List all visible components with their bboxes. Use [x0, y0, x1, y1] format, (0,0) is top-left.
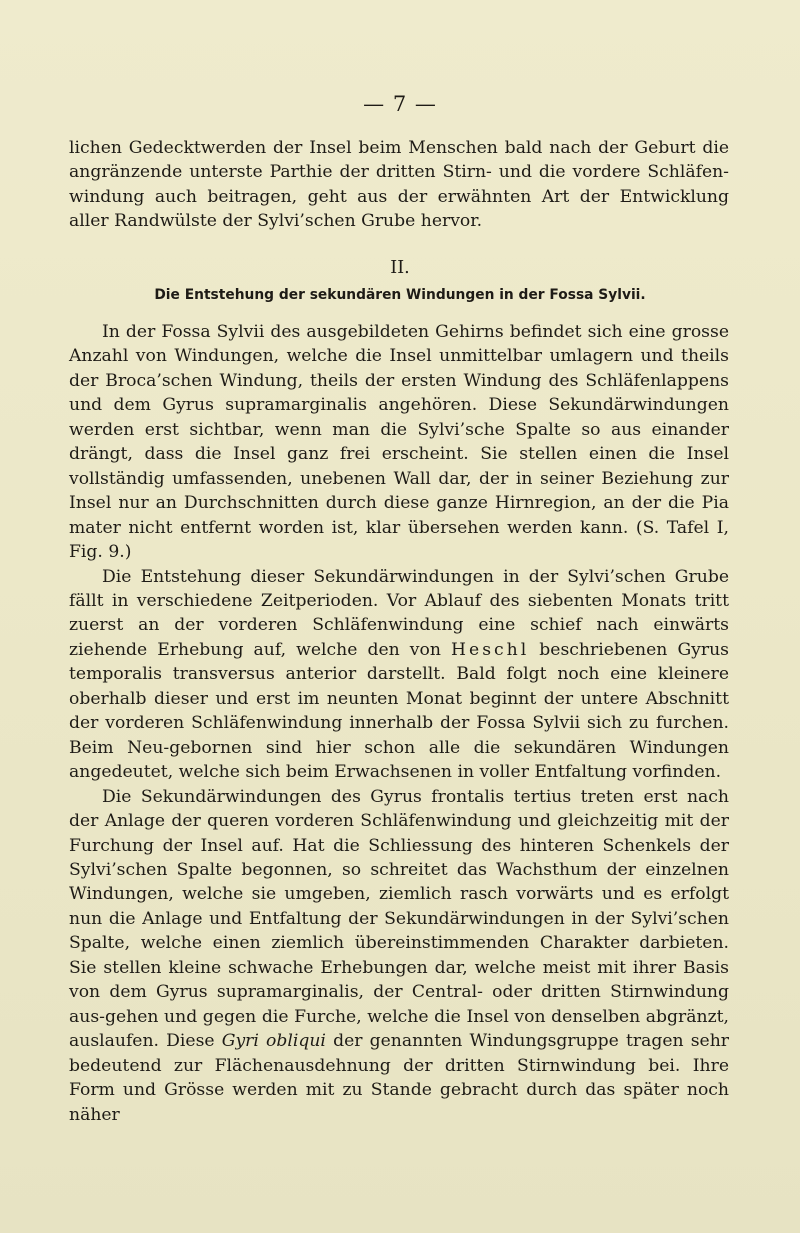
paragraph-3 [69, 785, 729, 1127]
paragraph-2 [69, 565, 729, 785]
intro-text-block [69, 136, 729, 234]
paragraph-3-text-end: der genannten Windungsgruppe tragen sehr bedeutend zur Flächenausdehnung der dritten Stirnwindung bei. Ihre Form und Grösse werden mit zu Stande gebracht durch das später noch näher [69, 1031, 730, 1125]
paragraph-2-text-end: beschriebenen Gyrus temporalis transversus anterior darstellt. Bald folgt noch eine kleinere oberhalb dieser und erst im neunten Monat beginnt der untere Abschnitt der vorderen Schläfenwindung innerhalb der Fossa Sylvii sich zu furchen. Beim Neu-gebornen sind hier schon alle die sekundären Windungen angedeutet, welche sich beim Erwachsenen in voller Entfaltung vorfinden. [69, 639, 729, 783]
paragraph-1: In der Fossa Sylvii des ausgebildeten Gehirns befindet sich eine grosse Anzahl von Windungen, welche die Insel unmittelbar umlagern und theils der Broca’schen Windung, theils der ersten Windung des Schläfenlappens und dem Gyrus supramarginalis angehören. Diese Sekundärwindungen werden erst sichtbar, wenn man die Sylvi’sche Spalte so aus einander drängt, dass die Insel ganz frei erscheint. Sie stellen einen die Insel vollständig umfassenden, unebenen Wall dar, der in seiner Beziehung zur Insel nur an Durchschnitten durch diese ganze Hirnregion, an der die Pia mater nicht entfernt worden ist, klar übersehen werden kann. (S. Tafel I, Fig. 9.) [69, 322, 729, 563]
author-name-heschl: Heschl [451, 639, 530, 660]
term-gyri-obliqui: Gyri obliqui [221, 1031, 326, 1052]
page-number: — 7 — [363, 92, 437, 116]
intro-paragraph: lichen Gedecktwerden der Insel beim Menschen bald nach der Geburt die angränzende unterste Parthie der dritten Stirn- und die vordere Schläfen-windung auch beitragen, geht aus der erwähnten Art der Entwicklung aller Randwülste der Sylvi’schen Grube hervor. [69, 138, 729, 232]
section-title: Die Entstehung der sekundären Windungen in der Fossa Sylvii. [154, 287, 646, 303]
section-body [69, 320, 729, 1127]
paragraph-3-text-start: Die Sekundärwindungen des Gyrus frontalis tertius treten erst nach der Anlage der queren vorderen Schläfenwindung und gleichzeitig mit der Furchung der Insel auf. Hat die Schliessung des hinteren Schenkels der Sylvi’schen Spalte begonnen, so schreitet das Wachsthum der einzelnen Windungen, welche sie umgeben, ziemlich rasch vorwärts und es erfolgt nun die Anlage und Entfaltung der Sekundärwindungen in der Sylvi’schen Spalte, welche einen ziemlich übereinstimmenden Charakter darbieten. Sie stellen kleine schwache Erhebungen dar, welche meist mit ihrer Basis von dem Gyrus supramarginalis, der Central- oder dritten Stirnwindung aus-gehen und gegen die Furche, welche die Insel von denselben abgränzt, auslaufen. Diese [69, 786, 729, 1052]
section-number: II. [390, 258, 410, 278]
paragraph-2-text-start: Die Entstehung dieser Sekundärwindungen in der Sylvi’schen Grube fällt in verschiedene Zeitperioden. Vor Ablauf des siebenten Monats tritt zuerst an der vorderen Schläfenwindung eine schief nach einwärts ziehende Erhebung auf, welche den von [69, 566, 729, 660]
